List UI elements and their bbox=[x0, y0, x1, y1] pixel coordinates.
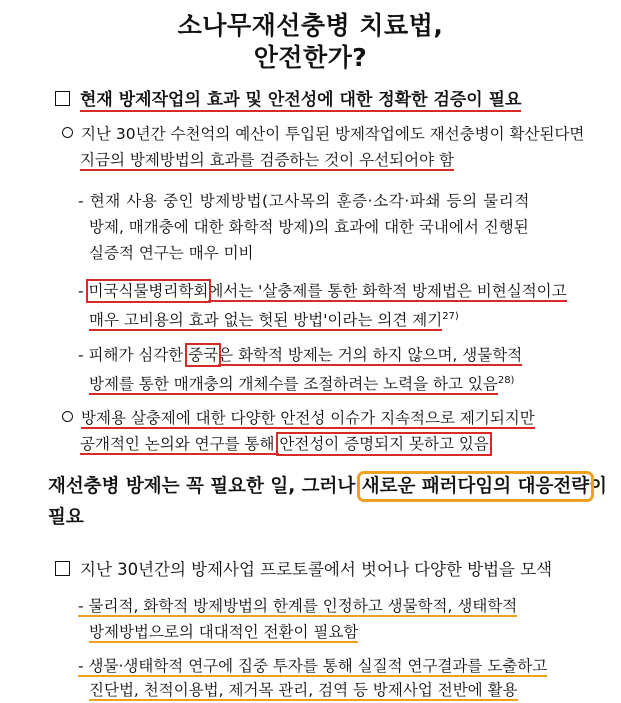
s2-dash-2-line-1 bbox=[78, 653, 547, 679]
dash-3-line-2 bbox=[89, 368, 514, 397]
circle-bullet-icon bbox=[62, 411, 73, 422]
country-highlight: 중국 bbox=[188, 346, 219, 364]
circle-bullet-icon bbox=[62, 127, 73, 138]
s2-dash-2-text-2: 진단법, 천적이용법, 제거목 관리, 검역 등 방제사업 전반에 활용 bbox=[89, 681, 518, 699]
bullet-2-text-2a: 공개적인 논의와 연구를 통해 bbox=[80, 435, 280, 453]
section-1-heading-text: 현재 방제작업의 효과 및 안전성에 대한 정확한 검증이 필요 bbox=[80, 90, 522, 110]
s2-dash-1-line-2 bbox=[89, 619, 358, 645]
bullet-2-line-2 bbox=[80, 431, 489, 457]
org-name-highlight: 미국식물병리학회 bbox=[88, 282, 209, 300]
footnote-27: 27) bbox=[442, 311, 459, 322]
checkbox-square-icon bbox=[55, 91, 70, 106]
dash-2-text-2: 매우 고비용의 효과 없는 헛된 방법'이라는 의견 제기 bbox=[89, 311, 443, 330]
bullet-1-text-1: 지난 30년간 수천억의 예산이 투입된 방제작업에도 재선충병이 확산된다면 bbox=[81, 125, 585, 143]
bullet-2-text-1: 방제용 살충제에 대한 다양한 안전성 이슈가 지속적으로 제기되지만 bbox=[81, 409, 535, 427]
dash-1-line-1: - 현재 사용 중인 방제방법(고사목의 훈증·소각·파쇄 등의 물리적 bbox=[78, 192, 530, 210]
dash-2-line-1 bbox=[78, 278, 567, 304]
paradigm-highlight: 새로운 패러다임의 대응전략 bbox=[361, 476, 590, 497]
statement-prefix: 재선충병 방제는 꼭 필요한 일, 그러나 bbox=[48, 476, 362, 497]
s2-dash-2-line-2 bbox=[89, 677, 518, 703]
dash-2-marker: - bbox=[78, 282, 89, 300]
s2-dash-1-line-1 bbox=[78, 593, 517, 619]
statement-suffix: 이 bbox=[589, 476, 607, 497]
s2-dash-1-text-1: - 물리적, 화학적 방제방법의 한계를 인정하고 생물학적, 생태학적 bbox=[78, 597, 518, 615]
section-2-heading bbox=[55, 556, 552, 580]
bullet-1-text-2: 지금의 방제방법의 효과를 검증하는 것이 우선되어야 함 bbox=[80, 151, 454, 169]
section-2-heading-text: 지난 30년간의 방제사업 프로토콜에서 벗어나 다양한 방법을 모색 bbox=[80, 560, 553, 579]
key-statement-line-2: 필요 bbox=[48, 507, 84, 528]
bullet-1-line-1 bbox=[62, 121, 584, 147]
dash-1-line-2: 방제, 매개충에 대한 화학적 방제)의 효과에 대한 국내에서 진행된 bbox=[89, 218, 529, 236]
title-line-2: 안전한가? bbox=[253, 43, 368, 72]
footnote-28: 28) bbox=[497, 375, 515, 386]
dash-3-text-2: 방제를 통한 매개충의 개체수를 조절하려는 노력을 하고 있음 bbox=[89, 375, 498, 394]
dash-2-line-2 bbox=[89, 304, 459, 333]
dash-1-line-3: 실증적 연구는 매우 미비 bbox=[89, 244, 254, 262]
bullet-2-line-1 bbox=[62, 405, 535, 431]
key-statement-line-1 bbox=[48, 472, 607, 498]
title-line-1: 소나무재선충병 치료법, bbox=[177, 11, 444, 40]
s2-dash-1-text-2: 방제방법으로의 대대적인 전환이 필요함 bbox=[89, 623, 359, 641]
checkbox-square-icon bbox=[55, 561, 70, 576]
safety-unproven-highlight: 안전성이 증명되지 못하고 있음 bbox=[279, 435, 489, 453]
s2-dash-2-text-1: - 생물·생태학적 연구에 집중 투자를 통해 실질적 연구결과를 도출하고 bbox=[78, 657, 548, 675]
bullet-1-line-2 bbox=[80, 147, 454, 173]
dash-2-text-1: 에서는 '살충제를 통한 화학적 방제법은 비현실적이고 bbox=[208, 282, 567, 300]
dash-3-line-1 bbox=[78, 342, 522, 368]
dash-3-prefix: - 피해가 심각한 bbox=[78, 346, 189, 364]
section-1-heading bbox=[55, 85, 521, 110]
dash-3-text-1: 은 화학적 방제는 거의 하지 않으며, 생물학적 bbox=[218, 346, 523, 364]
